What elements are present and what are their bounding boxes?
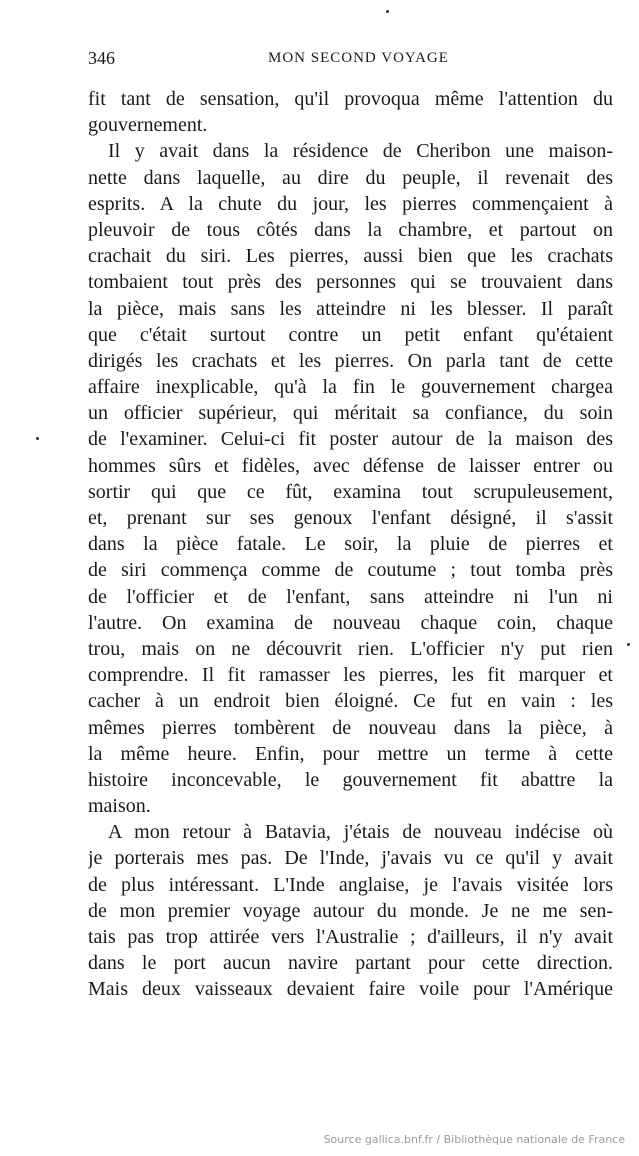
text-line: et, prenant sur ses genoux l'enfant désigné, il s'assit <box>88 507 613 529</box>
text-line: la pièce, mais sans les atteindre ni les blesser. Il paraît <box>88 297 613 320</box>
text-line: dans le port aucun navire partant pour cette direction. <box>88 952 613 975</box>
text-line: A mon retour à Batavia, j'étais de nouveau indécise où <box>108 821 613 844</box>
text-line: dirigés les crachats et les pierres. On parla tant de cette <box>88 349 613 372</box>
text-line: que c'était surtout contre un petit enfant qu'étaient <box>88 323 613 346</box>
text-line: comprendre. Il fit ramasser les pierres, les fit marquer et <box>88 664 613 687</box>
body-text <box>88 86 613 1003</box>
text-line: cacher à un endroit bien éloigné. Ce fut en vain : les <box>88 690 613 713</box>
text-line: un officier supérieur, qui méritait sa confiance, du soin <box>88 402 613 425</box>
text-line: mêmes pierres tombèrent de nouveau dans la pièce, à <box>88 716 613 739</box>
text-line: nette dans laquelle, au dire du peuple, il revenait des <box>88 166 613 189</box>
text-line: tombaient tout près des personnes qui se trouvaient dans <box>88 271 613 294</box>
text-line: histoire inconcevable, le gouvernement fit abattre la <box>88 768 613 791</box>
text-line: gouvernement. <box>88 114 208 137</box>
text-line: de plus intéressant. L'Inde anglaise, je l'avais visitée lors <box>88 873 613 896</box>
text-line: la même heure. Enfin, pour mettre un terme à cette <box>88 742 613 765</box>
text-line: sortir qui que ce fût, examina tout scrupuleusement, <box>88 480 613 503</box>
text-line: maison. <box>88 795 151 818</box>
text-line: crachait du siri. Les pierres, aussi bien que les crachats <box>88 245 613 268</box>
text-line: je porterais mes pas. De l'Inde, j'avais vu ce qu'il y avait <box>88 847 613 870</box>
text-line: esprits. A la chute du jour, les pierres commençaient à <box>88 192 613 215</box>
text-line: pleuvoir de tous côtés dans la chambre, et partout on <box>88 218 613 241</box>
text-line: trou, mais on ne découvrit rien. L'officier n'y put rien <box>88 637 613 660</box>
page-number: 346 <box>88 48 115 68</box>
speck-mark <box>36 437 39 440</box>
page-header <box>88 48 608 76</box>
running-head: MON SECOND VOYAGE <box>268 50 449 66</box>
text-line: de l'examiner. Celui-ci fit poster autour de la maison des <box>88 428 613 451</box>
speck-mark <box>386 10 389 13</box>
text-line: l'autre. On examina de nouveau chaque coin, chaque <box>88 611 613 634</box>
source-credit: Source gallica.bnf.fr / Bibliothèque nationale de France <box>323 1133 625 1146</box>
text-line: fit tant de sensation, qu'il provoqua même l'attention du <box>88 88 613 110</box>
text-line: affaire inexplicable, qu'à la fin le gouvernement chargea <box>88 376 613 399</box>
text-line: de mon premier voyage autour du monde. Je ne me sen- <box>88 899 613 922</box>
speck-mark <box>627 643 630 646</box>
text-line: dans la pièce fatale. Le soir, la pluie de pierres et <box>88 533 613 556</box>
text-line: de siri commença comme de coutume ; tout tomba près <box>88 559 613 582</box>
text-line: de l'officier et de l'enfant, sans atteindre ni l'un ni <box>88 585 613 608</box>
text-line: Mais deux vaisseaux devaient faire voile pour l'Amérique <box>88 978 613 1001</box>
text-line: tais pas trop attirée vers l'Australie ; d'ailleurs, il n'y avait <box>88 926 613 948</box>
text-line: Il y avait dans la résidence de Cheribon une maison- <box>108 140 613 163</box>
text-line: hommes sûrs et fidèles, avec défense de laisser entrer ou <box>88 454 613 477</box>
